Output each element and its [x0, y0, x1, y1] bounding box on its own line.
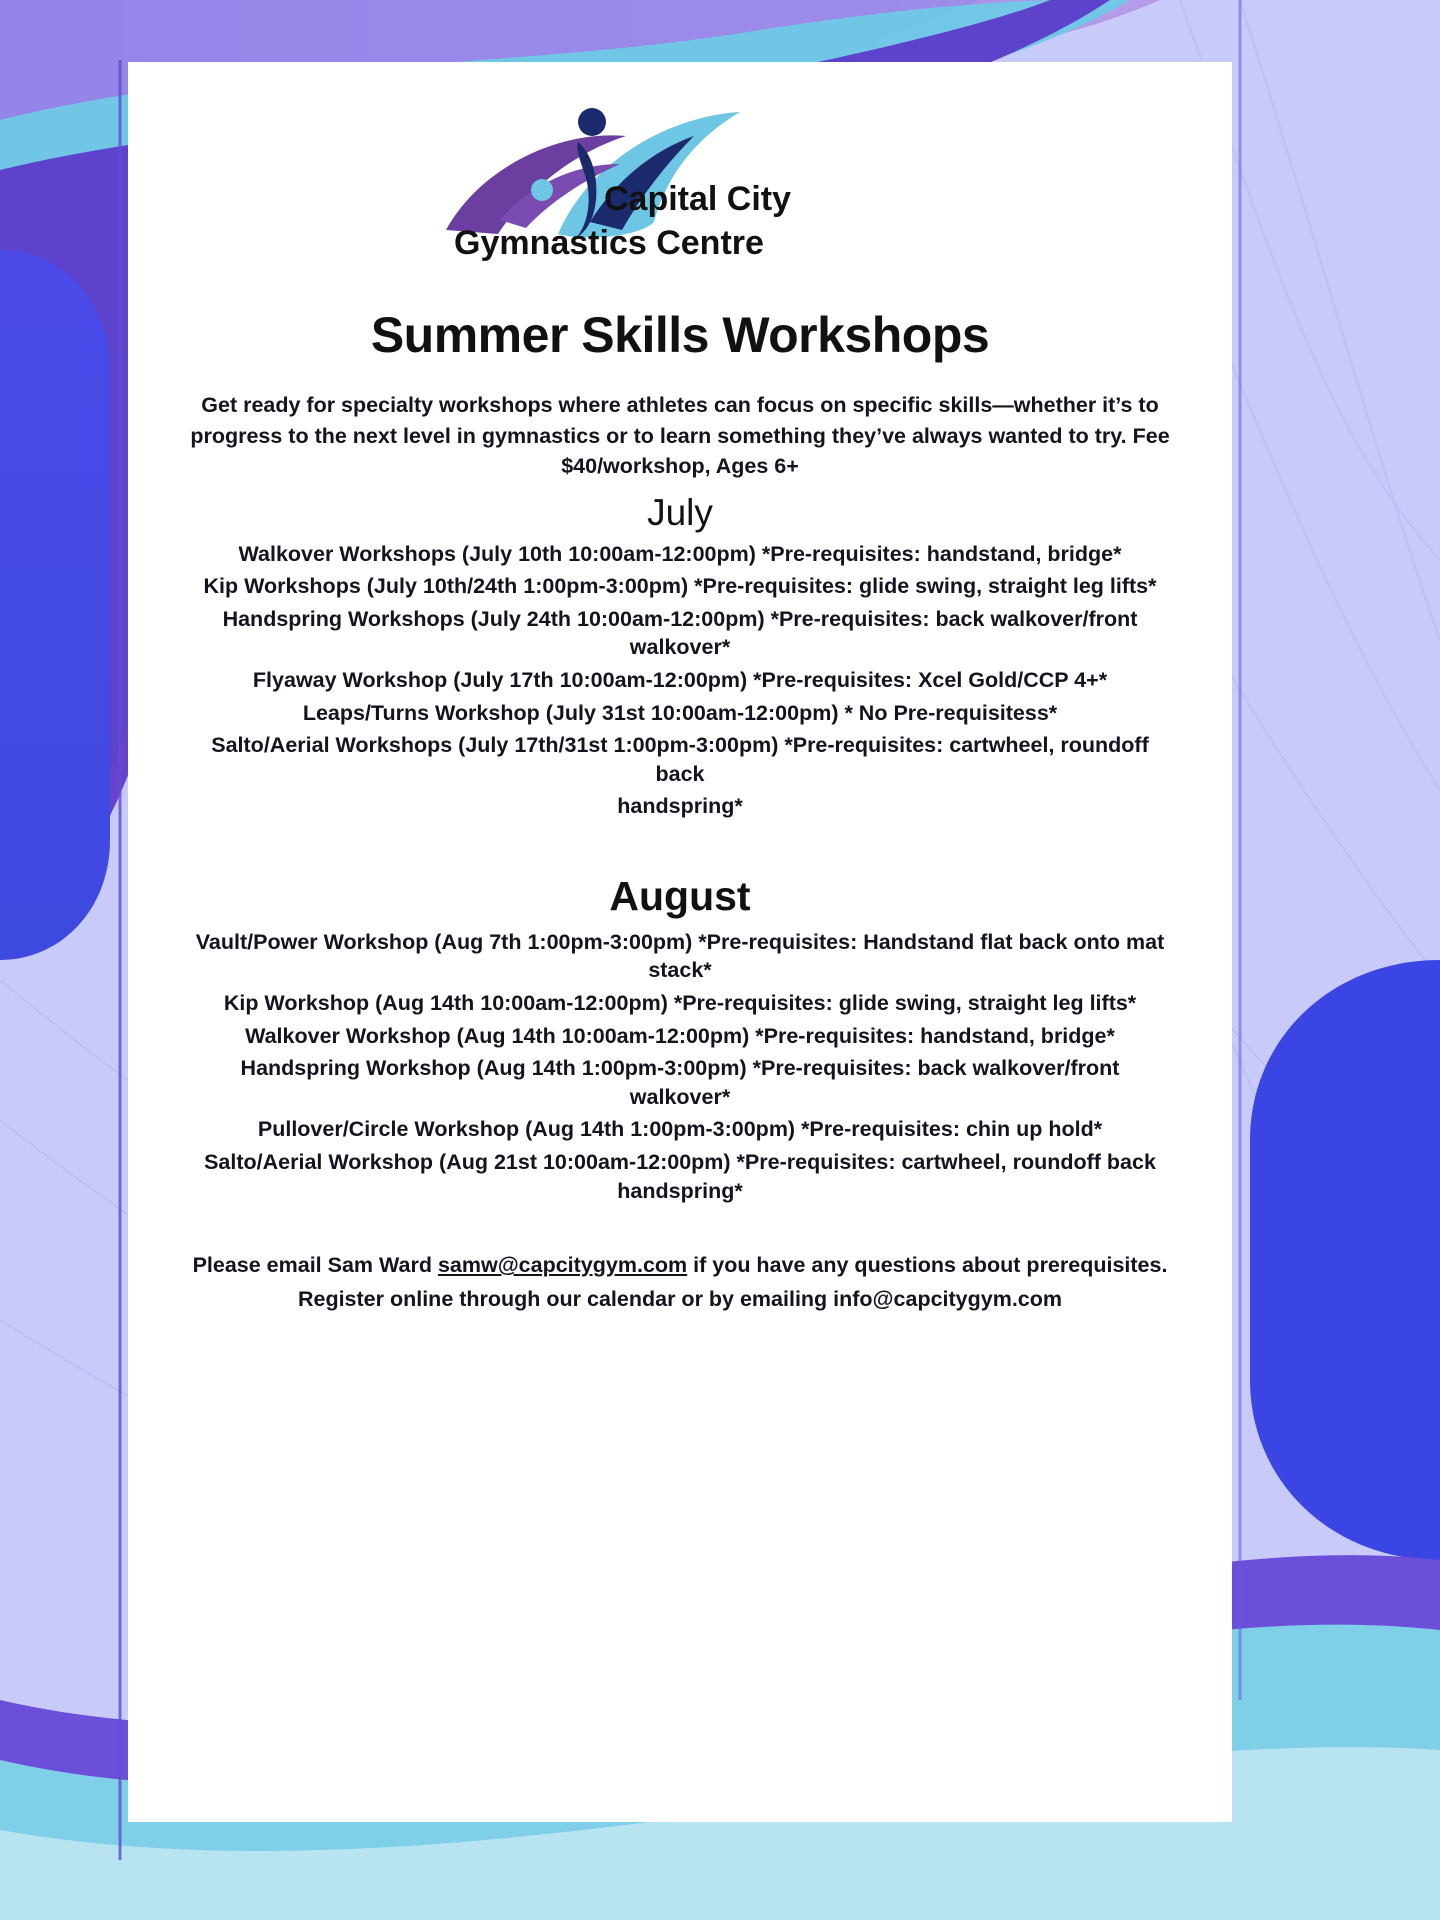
workshop-item: Handspring Workshop (Aug 14th 1:00pm-3:00pm) *Pre-requisites: back walkover/front walkover* [240, 1056, 1120, 1109]
footer-contact [188, 1251, 1172, 1314]
contact-line [188, 1251, 1172, 1281]
section-heading-august: August [609, 872, 751, 919]
gymnast-figure-icon [440, 102, 920, 292]
intro-paragraph: Get ready for specialty workshops where athletes can focus on specific skills—whether it’s to progress to the next level in gymnastics or to learn something they’ve always wanted to try. Fee $40/workshop, Ages 6+ [190, 393, 1170, 479]
workshop-item: Handspring Workshops (July 24th 10:00am-12:00pm) *Pre-requisites: back walkover/front walkover* [222, 606, 1138, 660]
workshop-item: Pullover/Circle Workshop (Aug 14th 1:00pm-3:00pm) *Pre-requisites: chin up hold* [257, 1117, 1103, 1142]
brand-name-line1: Capital City [604, 180, 792, 218]
flyer-content [128, 62, 1232, 1315]
workshop-item: Kip Workshops (July 10th/24th 1:00pm-3:00pm) *Pre-requisites: glide swing, straight leg lifts* [203, 574, 1157, 599]
contact-prefix: Please email Sam Ward [192, 1253, 438, 1278]
workshop-item: Kip Workshop (Aug 14th 10:00am-12:00pm) *Pre-requisites: glide swing, straight leg lifts* [223, 991, 1137, 1016]
workshop-item-continuation: handspring* [617, 794, 743, 819]
workshop-item: Leaps/Turns Workshop (July 31st 10:00am-12:00pm) * No Pre-requisitess* [302, 700, 1058, 725]
email-link-samw[interactable]: samw@capcitygym.com [437, 1253, 688, 1278]
register-line: Register online through our calendar or by emailing info@capcitygym.com [297, 1286, 1063, 1311]
workshop-item: Salto/Aerial Workshop (Aug 21st 10:00am-12:00pm) *Pre-requisites: cartwheel, roundoff back handspring* [204, 1150, 1156, 1203]
workshop-item: Salto/Aerial Workshops (July 17th/31st 1:00pm-3:00pm) *Pre-requisites: cartwheel, roundoff back [211, 733, 1149, 786]
workshop-item: Vault/Power Workshop (Aug 7th 1:00pm-3:00pm) *Pre-requisites: Handstand flat back onto mat stack* [195, 929, 1165, 983]
flyer-page [128, 62, 1232, 1822]
workshop-item: Walkover Workshops (July 10th 10:00am-12:00pm) *Pre-requisites: handstand, bridge* [238, 541, 1122, 566]
brand-name-line2: Gymnastics Centre [454, 224, 764, 262]
contact-suffix: if you have any questions about prerequisites. [687, 1253, 1168, 1278]
workshop-item: Walkover Workshop (Aug 14th 10:00am-12:00pm) *Pre-requisites: handstand, bridge* [245, 1023, 1115, 1048]
brand-logo [188, 102, 1172, 292]
section-heading-july: July [647, 491, 713, 533]
workshop-item: Flyaway Workshop (July 17th 10:00am-12:00pm) *Pre-requisites: Xcel Gold/CCP 4+* [252, 667, 1108, 692]
page-title: Summer Skills Workshops [370, 307, 990, 363]
